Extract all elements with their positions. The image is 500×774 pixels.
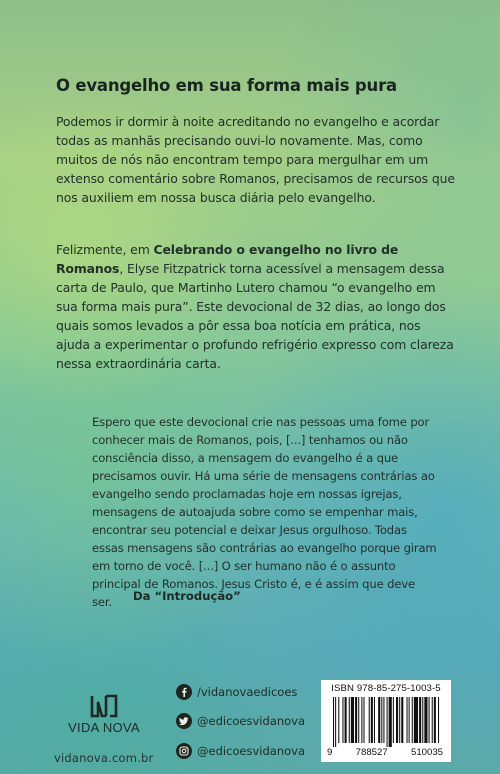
barcode-bar — [419, 697, 421, 743]
barcode-bar — [371, 697, 373, 743]
facebook-icon — [176, 684, 192, 700]
barcode-bar — [387, 697, 388, 747]
twitter-icon — [176, 713, 192, 729]
barcode-digits — [326, 747, 446, 758]
social-twitter — [176, 712, 326, 730]
barcode-bar — [355, 697, 357, 743]
barcode-bar — [389, 697, 392, 747]
barcode-bar — [414, 697, 418, 743]
barcode-bar — [338, 697, 339, 743]
barcode-bar — [381, 697, 382, 743]
barcode-bar — [383, 697, 384, 743]
barcode-bar — [369, 697, 370, 743]
blurb-quote: Espero que este devocional crie nas pessoas uma fome por conhecer mais de Romanos, pois, [...] tenhamos ou não consciência disso, a mensagem do evangelho é a que precisamos ouvir. Há uma série de mensagens contrárias ao evangelho sendo proclamadas hoje em nossas igrejas, mensagens de autoajuda sobre como se empenhar mais, encontrar seu potencial e deixar Jesus orgulhoso. Todas essas mensagens são contrárias ao evangelho porque giram em torno de você. [...] O ser humano não é o assunto principal de Romanos. Jesus Cristo é, e é assim que deve ser. — [92, 415, 437, 609]
barcode-bar — [407, 697, 408, 743]
barcode-bar — [434, 697, 436, 743]
barcode-bar — [438, 697, 439, 743]
book-title: Celebrando o evangelho no livro de Romanos — [56, 242, 399, 276]
barcode-bar — [342, 697, 343, 743]
barcode-bar — [378, 697, 380, 743]
barcode-bar — [363, 697, 364, 743]
instagram-icon — [176, 743, 192, 759]
barcode-digits-right: 510035 — [410, 747, 443, 758]
intro-paragraph: Podemos ir dormir à noite acreditando no evangelho e acordar todas as manhãs precisando ouvi-lo novamente. Mas, como muitos de nós não encontram tempo para mergulhar em um extenso comentário sobre Romanos, precisamos de recursos que nos auxiliem em nossa busca diária pelo evangelho. — [56, 114, 455, 205]
barcode-bar — [401, 697, 403, 743]
vida-nova-logo-icon — [90, 694, 120, 718]
social-instagram — [176, 742, 326, 760]
barcode-bar — [429, 697, 430, 743]
social-facebook — [176, 683, 326, 701]
barcode-bar — [349, 697, 350, 743]
twitter-handle: @edicoesvidanova — [197, 714, 306, 728]
barcode-bar — [409, 697, 410, 743]
barcode-bar — [361, 697, 362, 743]
barcode-bar — [358, 697, 359, 743]
barcode-bar — [333, 697, 334, 747]
instagram-handle: @edicoesvidanova — [197, 744, 306, 758]
facebook-handle: /vidanovaedicoes — [197, 685, 298, 699]
page-title: O evangelho em sua forma mais pura — [56, 76, 397, 95]
barcode-bar — [335, 697, 336, 747]
barcode-bar — [432, 697, 433, 743]
publisher-logo — [58, 694, 150, 744]
barcode-bar — [399, 697, 400, 743]
publisher-logo-text: VIDA NOVA — [68, 720, 140, 735]
barcode-digits-left: 788527 — [355, 747, 388, 758]
barcode-bar — [422, 697, 423, 743]
barcode-digit-prefix: 9 — [327, 747, 333, 758]
barcode-bar — [345, 697, 347, 743]
barcode-bar — [393, 697, 394, 743]
barcode-bar — [351, 697, 354, 743]
isbn-label: ISBN 978-85-275-1003-5 — [331, 683, 441, 694]
description-lead: Felizmente, em — [56, 242, 154, 257]
publisher-website: vidanova.com.br — [54, 751, 154, 765]
barcode-bar — [424, 697, 427, 743]
description-paragraph — [56, 240, 456, 373]
quote-source: Da “Introdução” — [133, 589, 241, 603]
description-rest: , Elyse Fitzpatrick torna acessível a mensagem dessa carta de Paulo, que Martinho Lutero chamou “o evangelho em sua forma mais pura”. Este devocional de 32 dias, ao longo dos quais somos levados a pôr essa boa notícia em prática, nos ajuda a experimentar o profundo refrigério expresso com clareza nessa extraordinária carta. — [56, 261, 454, 371]
barcode-bar — [374, 697, 375, 743]
isbn-barcode — [321, 680, 451, 762]
barcode-bar — [396, 697, 398, 743]
barcode-bar — [412, 697, 413, 743]
barcode-bars — [329, 697, 443, 747]
